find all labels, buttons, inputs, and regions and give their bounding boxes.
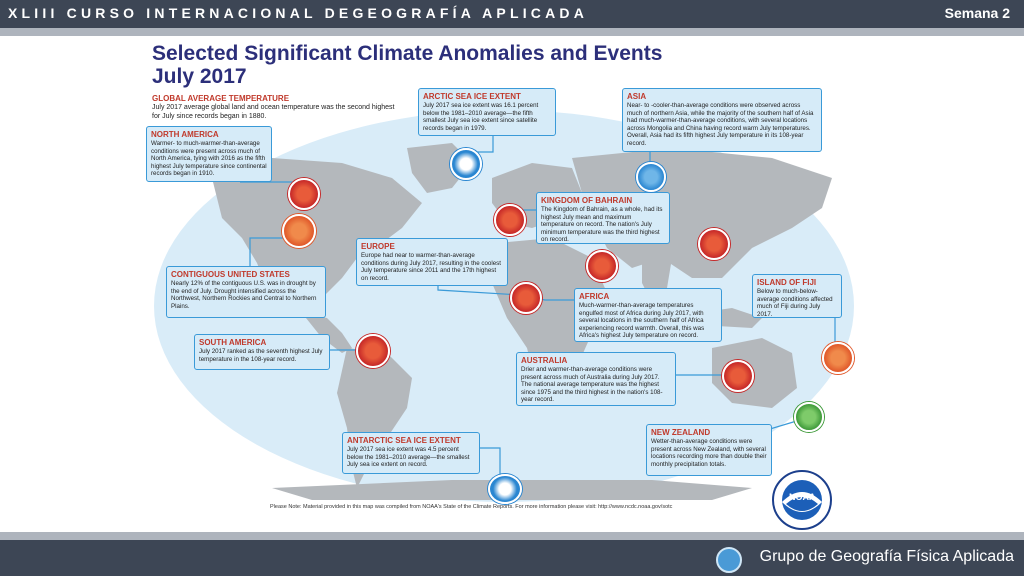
box-arctic <box>418 88 556 136</box>
global-heading: GLOBAL AVERAGE TEMPERATURE <box>152 94 290 103</box>
south-america-heading: SOUTH AMERICA <box>199 338 267 347</box>
arctic-heading: ARCTIC SEA ICE EXTENT <box>423 92 521 101</box>
europe-heading: EUROPE <box>361 242 395 251</box>
footer-stripe <box>0 532 1024 540</box>
europe-thermometer-icon <box>494 204 526 236</box>
cool-thermometer-icon <box>636 162 666 192</box>
box-fiji <box>752 274 842 318</box>
header-bar <box>0 0 1024 28</box>
australia-text: Drier and warmer-than-average conditions were present across much of Australia during July 2017. The national average temperature was the highest since 1975 and the third highest in the nation's 108-year record. <box>521 366 663 404</box>
group-logo-icon <box>716 547 742 573</box>
noaa-label: NOAA <box>789 492 816 502</box>
course-title: XLIII CURSO INTERNACIONAL DEGEOGRAFÍA APLICADA <box>8 5 589 21</box>
north-america-heading: NORTH AMERICA <box>151 130 219 139</box>
week-label: Semana 2 <box>944 5 1010 21</box>
asia-thermometer-icon <box>698 228 730 260</box>
africa-thermometer-icon <box>510 282 542 314</box>
noaa-logo <box>772 470 832 530</box>
box-south-america <box>194 334 330 370</box>
fiji-heading: ISLAND OF FIJI <box>757 278 817 287</box>
box-australia <box>516 352 676 406</box>
new-zealand-text: Wetter-than-average conditions were present across New Zealand, with several locations recording more than double their monthly precipitation totals. <box>651 438 767 468</box>
africa-text: Much-warmer-than-average temperatures engulfed most of Africa during July 2017, with several locations in the southern half of Africa experiencing record warmth. Overall, this was Africa's highest July temperature on record. <box>579 302 705 340</box>
arctic-text: July 2017 sea ice extent was 16.1 percent below the 1981–2010 average—the fifth smallest July sea ice extent since satellite records began in 1979. <box>423 102 539 132</box>
drought-icon <box>282 214 316 248</box>
poster-title <box>152 42 662 88</box>
bahrain-text: The Kingdom of Bahrain, as a whole, had its highest July mean and maximum temperature on record. The nation's July minimum temperature was the third highest on record. <box>541 206 663 244</box>
global-average-temperature <box>152 94 402 121</box>
box-bahrain <box>536 192 670 244</box>
global-text: July 2017 average global land and ocean temperature was the second highest for July since records began in 1880. <box>152 104 395 120</box>
poster-title-line2: July 2017 <box>152 65 247 88</box>
box-new-zealand <box>646 424 772 476</box>
bahrain-thermometer-icon <box>586 250 618 282</box>
warm-thermometer-icon <box>288 178 320 210</box>
asia-heading: ASIA <box>627 92 647 101</box>
source-note: Please Note: Material provided in this map was compiled from NOAA's State of the Climate Reports. For more information please visit: http://www.ncdc.noaa.gov/sotc <box>270 504 673 510</box>
africa-heading: AFRICA <box>579 292 610 301</box>
south-america-text: July 2017 ranked as the seventh highest July temperature in the 108-year record. <box>199 348 323 363</box>
bahrain-heading: KINGDOM OF BAHRAIN <box>541 196 633 205</box>
box-africa <box>574 288 722 342</box>
box-asia <box>622 88 822 152</box>
box-contiguous-us <box>166 266 326 318</box>
antarctic-ice-icon <box>488 474 522 504</box>
arctic-ice-icon <box>450 148 482 180</box>
poster-title-line1: Selected Significant Climate Anomalies and Events <box>152 42 663 65</box>
europe-text: Europe had near to warmer-than-average conditions during July 2017, resulting in the coolest July temperature since 2011 and the 17th highest on record. <box>361 252 501 282</box>
north-america-text: Warmer- to much-warmer-than-average conditions were present across much of North America, tying with 2016 as the fifth highest July temperature since continental records began in 1910. <box>151 140 267 178</box>
south-america-thermometer-icon <box>356 334 390 368</box>
group-name: Grupo de Geografía Física Aplicada <box>759 548 1014 565</box>
contig-us-text: Nearly 12% of the contiguous U.S. was in drought by the end of July. Drought intensified across the Northwest, Northern Rockies and Central to Northern Plains. <box>171 280 317 310</box>
antarctic-text: July 2017 sea ice extent was 4.5 percent below the 1981–2010 average—the smallest July sea ice extent on record. <box>347 446 470 469</box>
asia-text: Near- to -cooler-than-average conditions were observed across much of northern Asia, while the majority of the southern half of Asia had much-warmer-than-average conditions, with several locations across Mongolia and China having record warm July temperatures. Overall, Asia had its fifth highest July temperature in its 108-year record. <box>627 102 814 147</box>
box-antarctic <box>342 432 480 474</box>
antarctic-heading: ANTARCTIC SEA ICE EXTENT <box>347 436 461 445</box>
new-zealand-heading: NEW ZEALAND <box>651 428 711 437</box>
contig-us-heading: CONTIGUOUS UNITED STATES <box>171 270 290 279</box>
footer-bar <box>0 540 1024 576</box>
fiji-thermometer-icon <box>822 342 854 374</box>
rain-icon <box>794 402 824 432</box>
australia-heading: AUSTRALIA <box>521 356 568 365</box>
header-stripe <box>0 28 1024 36</box>
fiji-text: Below to much-below-average conditions affected much of Fiji during July 2017. <box>757 288 833 318</box>
box-north-america <box>146 126 272 182</box>
box-europe <box>356 238 508 286</box>
australia-thermometer-icon <box>722 360 754 392</box>
